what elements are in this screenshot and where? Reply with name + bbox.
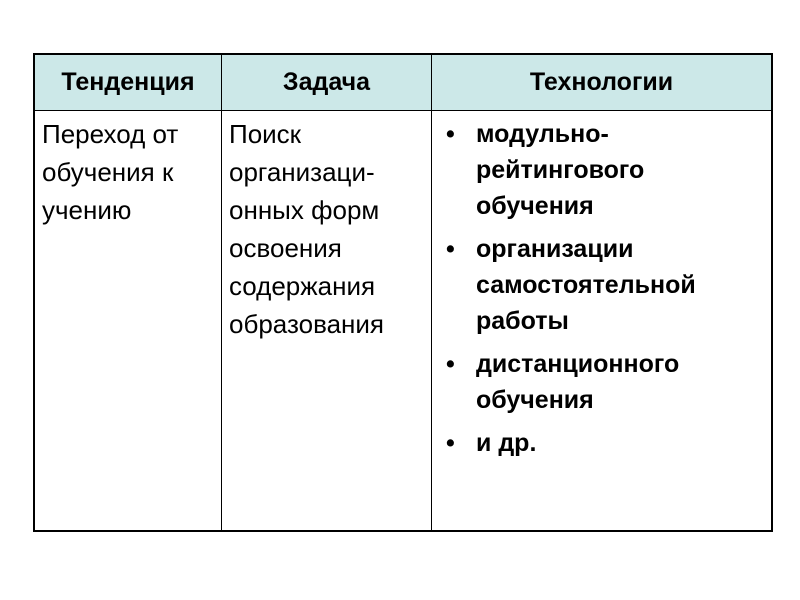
bullet-icon: •	[446, 350, 455, 378]
task-line: организаци-	[229, 157, 375, 187]
trend-line: обучения к	[42, 157, 174, 187]
list-item-line: самостоятельной	[476, 271, 696, 299]
header-task	[222, 55, 432, 111]
list-item-line: дистанционного	[476, 350, 680, 378]
task-cell	[222, 111, 432, 530]
trend-cell	[35, 111, 222, 530]
header-trend	[35, 55, 222, 111]
trends-table	[33, 53, 773, 532]
bullet-icon: •	[446, 120, 455, 148]
task-line: Поиск	[229, 119, 302, 149]
list-item-line: и др.	[476, 429, 537, 457]
task-line: онных форм	[229, 195, 380, 225]
bullet-icon: •	[446, 429, 455, 457]
header-technologies	[432, 55, 771, 111]
list-item-line: рейтингового	[476, 156, 645, 184]
header-technologies-label: Технологии	[529, 68, 674, 96]
list-item	[446, 346, 771, 418]
list-item-line: модульно-	[476, 120, 609, 148]
task-line: освоения	[229, 233, 342, 263]
list-item	[446, 116, 771, 224]
list-item-line: работы	[476, 307, 569, 335]
technologies-list	[446, 116, 771, 461]
task-line: содержания	[229, 271, 376, 301]
list-item-line: обучения	[476, 386, 594, 414]
list-item	[446, 425, 771, 461]
header-task-label: Задача	[282, 68, 371, 96]
technologies-cell	[432, 111, 771, 530]
list-item	[446, 231, 771, 339]
header-trend-label: Тенденция	[61, 68, 195, 96]
trend-line: учению	[42, 195, 132, 225]
task-line: образования	[229, 309, 385, 339]
list-item-line: организации	[476, 235, 634, 263]
list-item-line: обучения	[476, 192, 594, 220]
bullet-icon: •	[446, 235, 455, 263]
trend-line: Переход от	[42, 119, 179, 149]
